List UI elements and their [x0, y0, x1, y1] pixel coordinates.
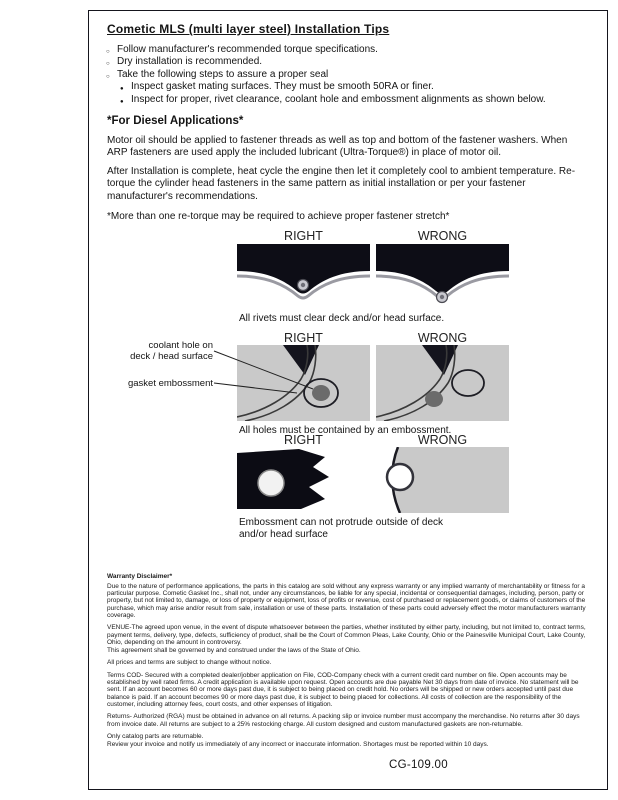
wrong-label: WRONG [417, 229, 468, 243]
rivet-caption: All rivets must clear deck and/or head surface. [239, 313, 445, 324]
diagram-row1-headers [237, 229, 509, 243]
rivet-right-image [237, 244, 370, 306]
warranty-paragraph: Due to the nature of performance applications, the parts in this catalog are sold without any express warranty or any implied warranty of merchantability or fitness for a particular purpose. Cometic Gasket Inc., shall not, under any circumstances, be liable for any special, incidental or consequential damages, including, person, party or property, but not limited to, damage, or loss of property or equipment, loss of profits or revenue, cost of purchased or replacement goods, or claims of customers of the purchase, which may arise and/or result from sale, installation or use of these parts. Installation of these parts could adversely effect the motor manufacturers warranty coverage. [107, 582, 586, 619]
gasket-embossment-label: gasket embossment [127, 378, 213, 389]
right-label: RIGHT [284, 331, 323, 345]
embossment-wrong-image [376, 345, 509, 421]
right-label: RIGHT [284, 433, 323, 447]
warranty-paragraph: Terms COD- Secured with a completed dealer/jobber application on File, COD-Company check with a current credit card number on file. Open accounts may be established by well rated firms. A credit application is available upon request. Open accounts are due payable Net 30 days from date of invoice. No statement will be sent. If an account becomes 60 or more days past due, it is subject to being placed on credit hold. No orders will be shipped or new orders accepted until past due balance is paid. If an account becomes 90 or more days past due, it is subject to being placed for collections. All costs of collection are the responsibility of the customer, including attorney fees, court costs, and other expenses of litigation. [107, 671, 579, 708]
warranty-paragraph: All prices and terms are subject to change without notice. [107, 659, 272, 667]
protrusion-caption: Embossment can not protrude outside of deck and/or head surface [239, 517, 444, 541]
warranty-paragraph: This agreement shall be governed by and construed under the laws of the State of Ohio. [107, 647, 361, 655]
protrusion-wrong-image [376, 447, 509, 513]
diagram-row3-images [237, 447, 509, 513]
protrusion-right-image [237, 447, 370, 513]
right-label: RIGHT [284, 229, 323, 243]
warranty-disclaimer-section [107, 573, 586, 753]
warranty-heading: Warranty Disclaimer* [107, 573, 173, 580]
diagram-row1-images [237, 244, 509, 306]
diagram-row2-images [237, 345, 509, 421]
retorque-note: *More than one re-torque may be required to achieve proper fastener stretch* [107, 211, 450, 222]
tip-bullet: ○ Take the following steps to assure a proper seal [106, 69, 588, 81]
warranty-paragraph: VENUE-The agreed upon venue, in the event of dispute whatsoever between the parties, whether instituted by either party, including, but not limited to, contract terms, payment terms, delivery, type, defects, sufficiency of product, shall be the Court of Common Pleas, Lake County, Ohio or the Painesville Municipal Court, Lake County, Ohio, depending on the amount in controversy. [107, 624, 586, 646]
diesel-paragraph: Motor oil should be applied to fastener threads as well as top and bottom of the fastener washers. When ARP fasteners are used apply the included lubricant (Ultra-Torque®) in place of motor oil. [107, 135, 568, 159]
document-title: Cometic MLS (multi layer steel) Installation Tips [107, 22, 390, 36]
diagram-row3-headers [237, 433, 509, 447]
warranty-paragraph: Returns- Authorized (RGA) must be obtained in advance on all returns. A packing slip or invoice number must accompany the merchandise. No returns after 30 days from invoice date. All returns are subject to a 25% restocking charge. All custom designed and custom manufactured gaskets are non-returnable. [107, 713, 580, 728]
diesel-applications-heading: *For Diesel Applications* [107, 115, 244, 127]
diagram-row2-headers [237, 331, 509, 345]
embossment-caption: All holes must be contained by an embossment. [239, 425, 452, 436]
page-border-frame [88, 10, 608, 790]
coolant-hole-label: coolant hole on deck / head surface [130, 340, 213, 362]
rivet-wrong-image [376, 244, 509, 306]
tip-sub-bullet: ● Inspect gasket mating surfaces. They must be smooth 50RA or finer. [120, 81, 588, 93]
warranty-paragraph: Only catalog parts are returnable. [107, 732, 204, 740]
installation-tips-list [106, 44, 588, 106]
wrong-label: WRONG [417, 331, 468, 345]
tip-bullet: ○ Dry installation is recommended. [106, 56, 588, 68]
page-code: CG-109.00 [389, 759, 448, 771]
diesel-paragraph: After Installation is complete, heat cycle the engine then let it completely cool to ambient temperature. Re-torque the cylinder head fasteners in the same pattern as initial installation or per your fastener manufacturer's recommendations. [107, 166, 576, 202]
embossment-right-image [237, 345, 370, 421]
warranty-paragraph: Review your invoice and notify us immediately of any incorrect or inaccurate information. Shortages must be reported within 10 days. [107, 741, 489, 749]
wrong-label: WRONG [417, 433, 468, 447]
tip-bullet: ○ Follow manufacturer's recommended torque specifications. [106, 44, 588, 56]
tip-sub-bullet: ● Inspect for proper, rivet clearance, coolant hole and embossment alignments as shown below. [120, 94, 588, 106]
